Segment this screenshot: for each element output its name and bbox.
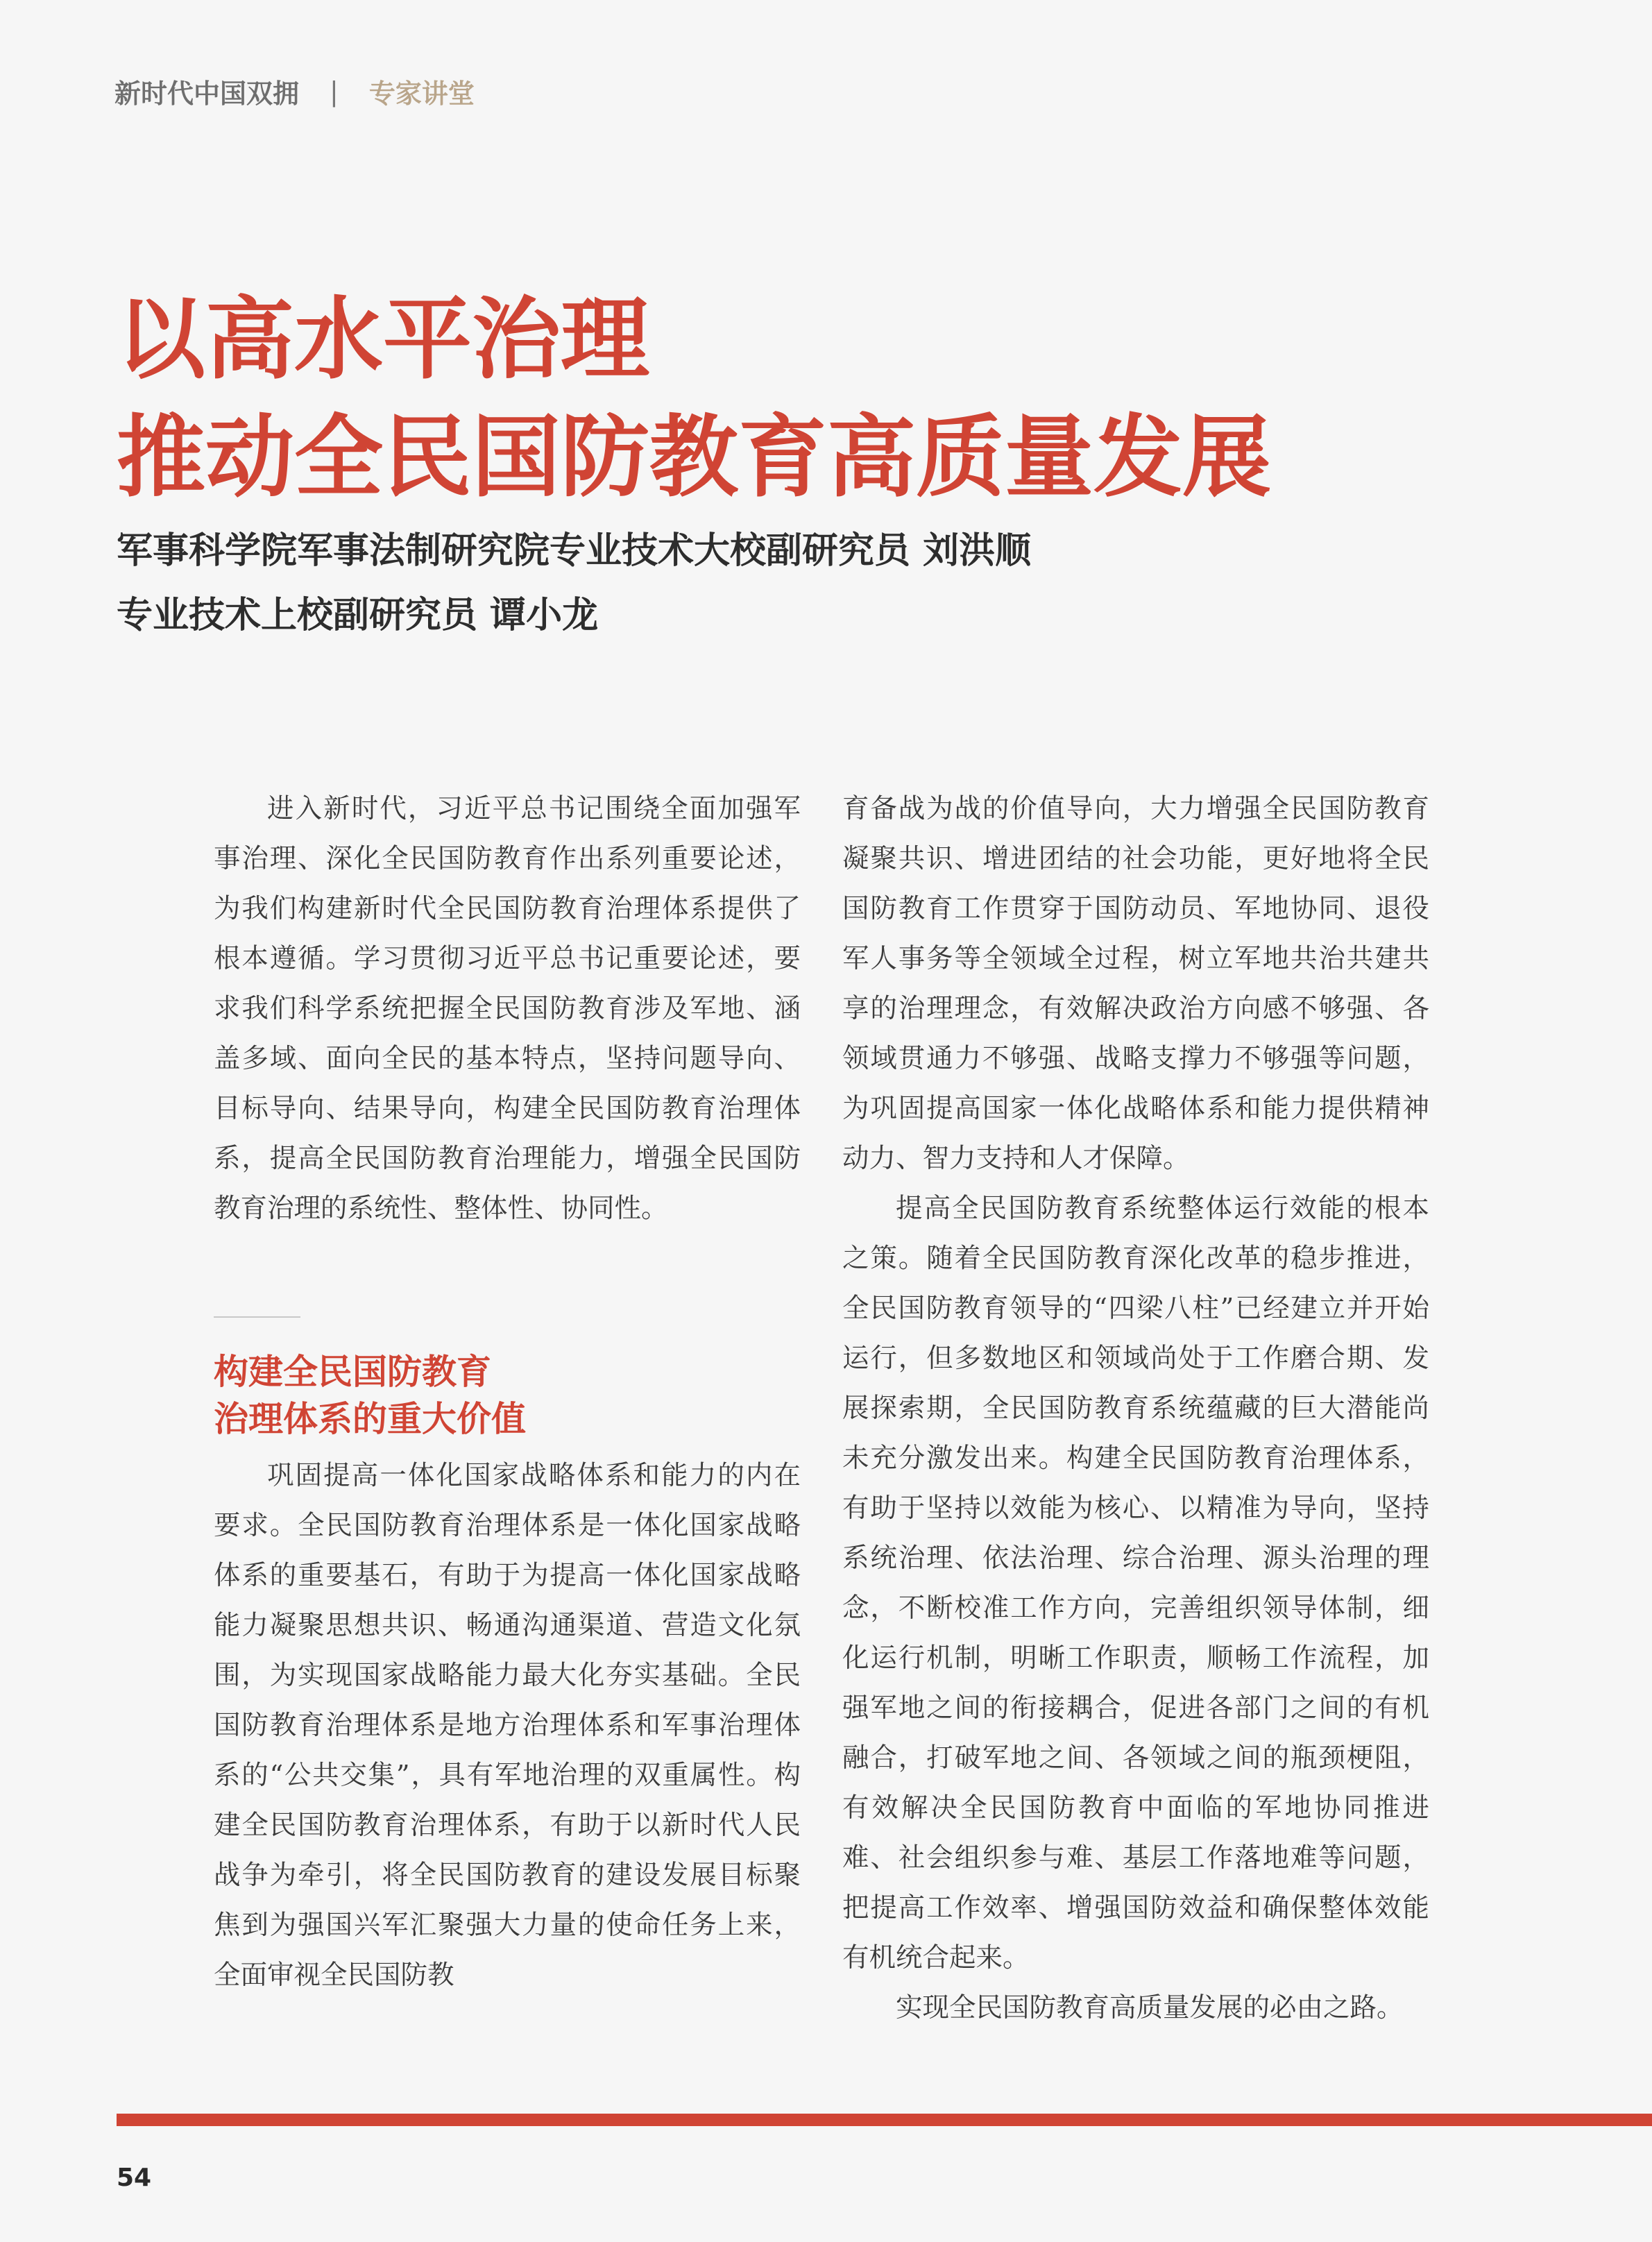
header-separator: |: [330, 76, 339, 107]
body-paragraph: 巩固提高一体化国家战略体系和能力的内在要求。全民国防教育治理体系是一体化国家战略体系的重要基石，有助于为提高一体化国家战略能力凝聚思想共识、畅通沟通渠道、营造文化氛围，为实现国家战略能力最大化夯实基础。全民国防教育治理体系是地方治理体系和军事治理体系的“公共交集”，具有军地治理的双重属性。构建全民国防教育治理体系，有助于以新时代人民战争为牵引，将全民国防教育的建设发展目标聚焦到为强国兴军汇聚强大力量的使命任务上来，全面审视全民国防教: [214, 1460, 801, 1991]
body-paragraph: 提高全民国防教育系统整体运行效能的根本之策。随着全民国防教育深化改革的稳步推进，全民国防教育领导的“四梁八柱”已经建立并开始运行，但多数地区和领域尚处于工作磨合期、发展探索期，全民国防教育系统蕴藏的巨大潜能尚未充分激发出来。构建全民国防教育治理体系，有助于坚持以效能为核心、以精准为导向，坚持系统治理、依法治理、综合治理、源头治理的理念，不断校准工作方向，完善组织领导体制，细化运行机制，明晰工作职责，顺畅工作流程，加强军地之间的衔接耦合，促进各部门之间的有机融合，打破军地之间、各领域之间的瓶颈梗阻，有效解决全民国防教育中面临的军地协同推进难、社会组织参与难、基层工作落地难等问题，把提高工作效率、增强国防效益和确保整体效能有机统合起来。: [842, 1193, 1429, 1973]
body-paragraph-continued: 育备战为战的价值导向，大力增强全民国防教育凝聚共识、增进团结的社会功能，更好地将全民国防教育工作贯穿于国防动员、军地协同、退役军人事务等全领域全过程，树立军地共治共建共享的治理理念，有效解决政治方向感不够强、各领域贯通力不够强、战略支撑力不够强等问题，为巩固提高国家一体化战略体系和能力提供精神动力、智力支持和人才保障。: [842, 793, 1429, 1174]
author-line-2: 专业技术上校副研究员 谭小龙: [117, 595, 599, 636]
section-divider: [214, 1316, 300, 1318]
left-column: [214, 784, 801, 2001]
publication-name: 新时代中国双拥: [114, 78, 300, 109]
intro-paragraph: 进入新时代，习近平总书记围绕全面加强军事治理、深化全民国防教育作出系列重要论述，为我们构建新时代全民国防教育治理体系提供了根本遵循。学习贯彻习近平总书记重要论述，要求我们科学系统把握全民国防教育涉及军地、涵盖多域、面向全民的基本特点，坚持问题导向、目标导向、结果导向，构建全民国防教育治理体系，提高全民国防教育治理能力，增强全民国防教育治理的系统性、整体性、协同性。: [214, 793, 801, 1224]
title-line-1: 以高水平治理: [117, 287, 650, 391]
section-heading: [214, 1348, 801, 1443]
author-line-1: 军事科学院军事法制研究院专业技术大校副研究员 刘洪顺: [117, 530, 1032, 572]
section-heading-line-2: 治理体系的重大价值: [214, 1399, 526, 1439]
author-byline: [117, 519, 1031, 648]
body-paragraph: 实现全民国防教育高质量发展的必由之路。: [896, 1992, 1404, 2023]
footer-accent-bar: [117, 2114, 1652, 2126]
running-header: [114, 72, 475, 110]
section-heading-line-1: 构建全民国防教育: [214, 1352, 491, 1392]
right-column: [842, 784, 1429, 2033]
page-number: 54: [117, 2164, 152, 2192]
title-line-2: 推动全民国防教育高质量发展: [117, 405, 1272, 509]
article-title: [117, 280, 1271, 516]
section-name: 专家讲堂: [368, 78, 475, 109]
